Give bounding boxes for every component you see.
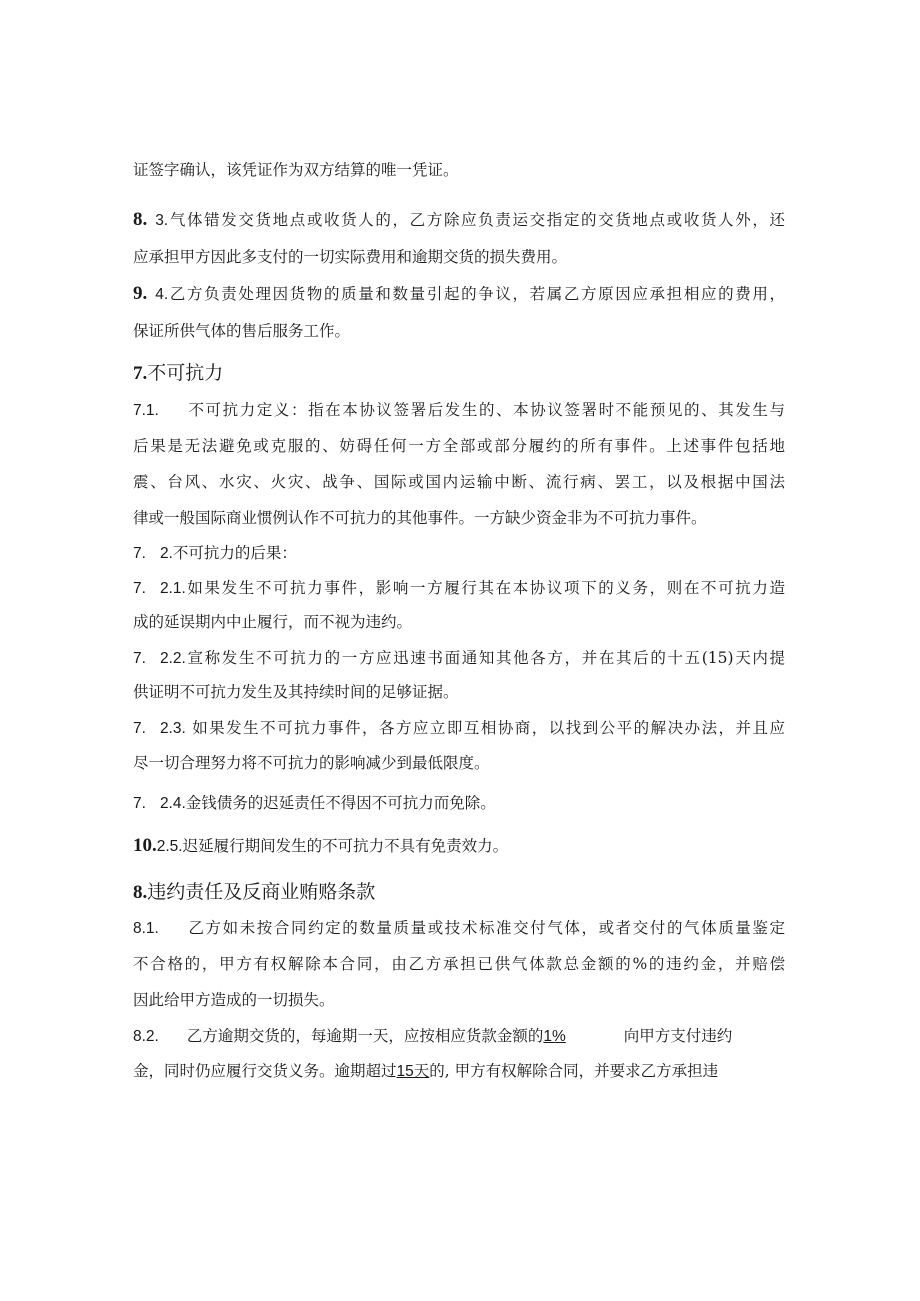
- clause-text: 乙方负责处理因货物的质量和数量引起的争议，若属乙方原因应承担相应的费用，: [168, 285, 785, 303]
- clause-text: 不可抗力定义：指在本协议签署后发生的、本协议签署时不能预见的、其发生与: [186, 401, 785, 419]
- clause-text: 如果发生不可抗力事件，各方应立即互相协商，以找到公平的解决办法，并且应: [185, 719, 785, 737]
- clause-8-1-line: [133, 918, 785, 939]
- paragraph-line: 保证所供气体的售后服务工作。: [133, 322, 351, 340]
- paragraph-line: 供证明不可抗力发生及其持续时间的足够证据。: [133, 683, 459, 701]
- clause-number: 4.: [155, 286, 169, 303]
- clause-number: 7.: [133, 545, 146, 562]
- clause-7-2-1-line: 7. 2.1.如果发生不可抗力事件，影响一方履行其在本协议项下的义务，则在不可抗力造: [133, 579, 785, 597]
- clause-7-1-line: [133, 400, 785, 421]
- list-number: 10.: [133, 836, 157, 856]
- paragraph-line: 因此给甲方造成的一切损失。: [133, 991, 335, 1009]
- clause-7-2-line: 7. 2.不可抗力的后果：: [133, 544, 297, 562]
- penalty-rate-field: 1%: [543, 1028, 566, 1045]
- clause-number: 8.2.: [133, 1028, 159, 1045]
- section-heading-force-majeure: 7.不可抗力: [133, 362, 224, 384]
- clause-number: 7.: [133, 580, 146, 597]
- paragraph-line: 不合格的，甲方有权解除本合同，由乙方承担已供气体款总金额的%的违约金，并赔偿: [133, 955, 785, 973]
- clause-9-line: [133, 284, 785, 305]
- clause-text: 气体错发交货地点或收货人的，乙方除应负责运交指定的交货地点或收货人外，还: [168, 211, 785, 229]
- paragraph-line: 应承担甲方因此多支付的一切实际费用和逾期交货的损失费用。: [133, 248, 568, 266]
- clause-number: 7.: [133, 720, 146, 737]
- paragraph-line: 尽一切合理努力将不可抗力的影响减少到最低限度。: [133, 754, 490, 772]
- clause-number: 7.: [133, 650, 146, 667]
- clause-text: 乙方如未按合同约定的数量质量或技术标准交付气体，或者交付的气体质量鉴定: [186, 919, 785, 937]
- paragraph-line: 证签字确认，该凭证作为双方结算的唯一凭证。: [133, 161, 459, 179]
- section-heading-breach: 8.违约责任及反商业贿赂条款: [133, 881, 376, 903]
- paragraph-line: 后果是无法避免或克服的、妨碍任何一方全部或部分履约的所有事件。上述事件包括地: [133, 437, 785, 455]
- clause-number: 7.1.: [133, 402, 159, 419]
- clause-number: 7.: [133, 795, 146, 812]
- list-number: 8.: [133, 210, 148, 230]
- paragraph-line: 金，同时仍应履行交货义务。逾期超过15天的, 甲方有权解除合同，并要求乙方承担违: [133, 1062, 719, 1080]
- clause-number: 3.: [155, 212, 169, 229]
- clause-8-2-line: 8.2. 乙方逾期交货的，每逾期一天，应按相应货款金额的1% 向甲方支付违约: [133, 1027, 733, 1045]
- clause-text: 宣称发生不可抗力的一方应迅速书面通知其他各方，并在其后的十五(15)天内提: [185, 649, 785, 667]
- clause-10-line: 10.2.5.迟延履行期间发生的不可抗力不具有免责效力。: [133, 836, 509, 856]
- overdue-days-field: 15天: [396, 1063, 430, 1080]
- paragraph-line: 律或一般国际商业惯例认作不可抗力的其他事件。一方缺少资金非为不可抗力事件。: [133, 509, 707, 527]
- clause-text: 如果发生不可抗力事件，影响一方履行其在本协议项下的义务，则在不可抗力造: [185, 579, 785, 597]
- clause-8-line: [133, 210, 785, 231]
- paragraph-line: 成的延误期内中止履行，而不视为违约。: [133, 613, 413, 631]
- clause-text: 金钱债务的迟延责任不得因不可抗力而免除。: [185, 794, 496, 812]
- list-number: 9.: [133, 284, 148, 304]
- clause-text: 不可抗力的后果：: [172, 544, 297, 562]
- clause-7-2-2-line: 7. 2.2.宣称发生不可抗力的一方应迅速书面通知其他各方，并在其后的十五(15)天内提: [133, 649, 785, 667]
- clause-7-2-3-line: 7. 2.3. 如果发生不可抗力事件，各方应立即互相协商，以找到公平的解决办法，并且应: [133, 719, 785, 737]
- clause-7-2-4-line: 7. 2.4.金钱债务的迟延责任不得因不可抗力而免除。: [133, 794, 496, 812]
- clause-number: 8.1.: [133, 920, 159, 937]
- clause-text: 迟延履行期间发生的不可抗力不具有免责效力。: [182, 837, 509, 855]
- paragraph-line: 震、台风、水灾、火灾、战争、国际或国内运输中断、流行病、罢工，以及根据中国法: [133, 473, 785, 491]
